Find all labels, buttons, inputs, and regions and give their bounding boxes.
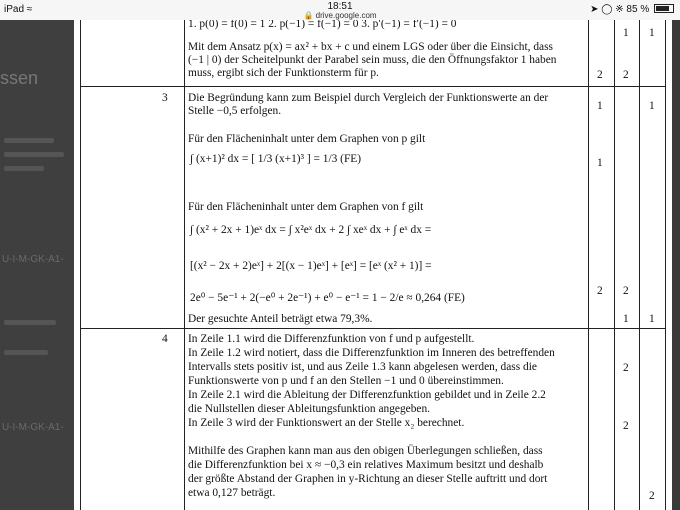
row3-area-p: Für den Flächeninhalt unter dem Graphen von p gilt bbox=[188, 133, 426, 145]
task-number: 3 bbox=[162, 92, 168, 104]
row4-line: In Zeile 2.1 wird die Ableitung der Differenzfunktion gebildet und in Zeile 2.2 bbox=[188, 389, 546, 401]
score-cell: 1 bbox=[597, 157, 603, 169]
formula-area-f-2: [(x² − 2x + 2)eˣ] + 2[(x − 1)eˣ] + [eˣ] = [eˣ (x² + 1)] = bbox=[190, 260, 432, 272]
url-bar[interactable]: 🔒 drive.google.com bbox=[303, 11, 377, 20]
task-number: 4 bbox=[162, 333, 168, 345]
document-page bbox=[74, 20, 672, 510]
sidebar-file-item[interactable]: U-I-M-GK-A1- bbox=[2, 254, 64, 265]
top-row-line4: muss, ergibt sich der Funktionsterm für p. bbox=[188, 67, 379, 79]
row4-line: der größte Abstand der Graphen in y-Richtung an dieser Stelle auftritt und dort bbox=[188, 473, 548, 485]
battery-icon bbox=[654, 4, 674, 13]
row3-line1: Die Begründung kann zum Beispiel durch Vergleich der Funktionswerte an der bbox=[188, 92, 549, 104]
alarm-icon: ◯ bbox=[601, 4, 613, 15]
score-cell: 2 bbox=[623, 285, 629, 297]
row4-line: Funktionswerte von p und f an den Stellen −1 und 0 übereinstimmen. bbox=[188, 375, 504, 387]
lock-icon: 🔒 bbox=[303, 11, 314, 20]
sidebar-file-item[interactable]: U-I-M-GK-A1- bbox=[2, 422, 64, 433]
row3-result: Der gesuchte Anteil beträgt etwa 79,3%. bbox=[188, 313, 373, 325]
status-right bbox=[590, 4, 674, 15]
row3-line2: Stelle −0,5 erfolgen. bbox=[188, 105, 282, 117]
right-gutter bbox=[672, 20, 680, 510]
score-cell: 1 bbox=[649, 100, 655, 112]
location-icon: ➤ bbox=[590, 4, 599, 15]
sidebar-heading: ssen bbox=[0, 68, 39, 88]
score-cell: 1 bbox=[623, 313, 629, 325]
row4-line: die Nullstellen dieser Ableitungsfunktion angegeben. bbox=[188, 403, 430, 415]
device-label: iPad ≈ bbox=[4, 4, 33, 15]
clock: 18:51 bbox=[327, 1, 353, 12]
row3-area-f: Für den Flächeninhalt unter dem Graphen von f gilt bbox=[188, 201, 424, 213]
formula-area-f-1: ∫ (x² + 2x + 1)eˣ dx = ∫ x²eˣ dx + 2 ∫ xeˣ dx + ∫ eˣ dx = bbox=[190, 224, 432, 236]
row4-line: die Differenzfunktion bei x ≈ −0,3 ein relatives Maximum besitzt und deshalb bbox=[188, 459, 544, 471]
row4-line: Intervalls stets positiv ist, und aus Zeile 1.3 kann abgelesen werden, dass die bbox=[188, 361, 537, 373]
score-cell: 1 bbox=[623, 27, 629, 39]
score-cell: 2 bbox=[597, 69, 603, 81]
formula-area-p: ∫ (x+1)² dx = [ 1/3 (x+1)³ ] = 1/3 (FE) bbox=[190, 153, 362, 165]
row4-line: In Zeile 3 wird der Funktionswert an der Stelle x₂ berechnet. bbox=[188, 417, 465, 429]
battery-percent: 85 % bbox=[626, 4, 650, 15]
formula-area-f-3: 2e⁰ − 5e⁻¹ + 2(−e⁰ + 2e⁻¹) + e⁰ − e⁻¹ = 1 − 2/e ≈ 0,264 (FE) bbox=[190, 292, 465, 304]
status-bar bbox=[0, 0, 680, 21]
wifi-icon: ≈ bbox=[26, 4, 33, 15]
top-row-line3: (−1 | 0) der Scheitelpunkt der Parabel sein muss, die den Öffnungsfaktor 1 haben bbox=[188, 54, 557, 66]
score-cell: 1 bbox=[597, 100, 603, 112]
row4-line: Mithilfe des Graphen kann man aus den obigen Überlegungen schließen, dass bbox=[188, 445, 543, 457]
row4-line: etwa 0,127 beträgt. bbox=[188, 487, 276, 499]
row4-line: In Zeile 1.1 wird die Differenzfunktion von f und p aufgestellt. bbox=[188, 333, 475, 345]
score-cell: 2 bbox=[623, 420, 629, 432]
score-cell: 2 bbox=[597, 285, 603, 297]
top-row-line2: Mit dem Ansatz p(x) = ax² + bx + c und einem LGS oder über die Einsicht, dass bbox=[188, 41, 553, 53]
score-cell: 1 bbox=[649, 27, 655, 39]
bluetooth-icon: ※ bbox=[615, 4, 624, 15]
score-cell: 1 bbox=[649, 313, 655, 325]
score-cell: 2 bbox=[649, 490, 655, 502]
row4-line: In Zeile 1.2 wird notiert, dass die Differenzfunktion im Inneren des betreffenden bbox=[188, 347, 555, 359]
top-row-line1: 1. p(0) = f(0) = 1 2. p(−1) = f(−1) = 0 3. p′(−1) = f′(−1) = 0 bbox=[188, 20, 457, 30]
score-cell: 2 bbox=[623, 69, 629, 81]
drive-sidebar-overlay bbox=[0, 20, 74, 510]
score-cell: 2 bbox=[623, 362, 629, 374]
